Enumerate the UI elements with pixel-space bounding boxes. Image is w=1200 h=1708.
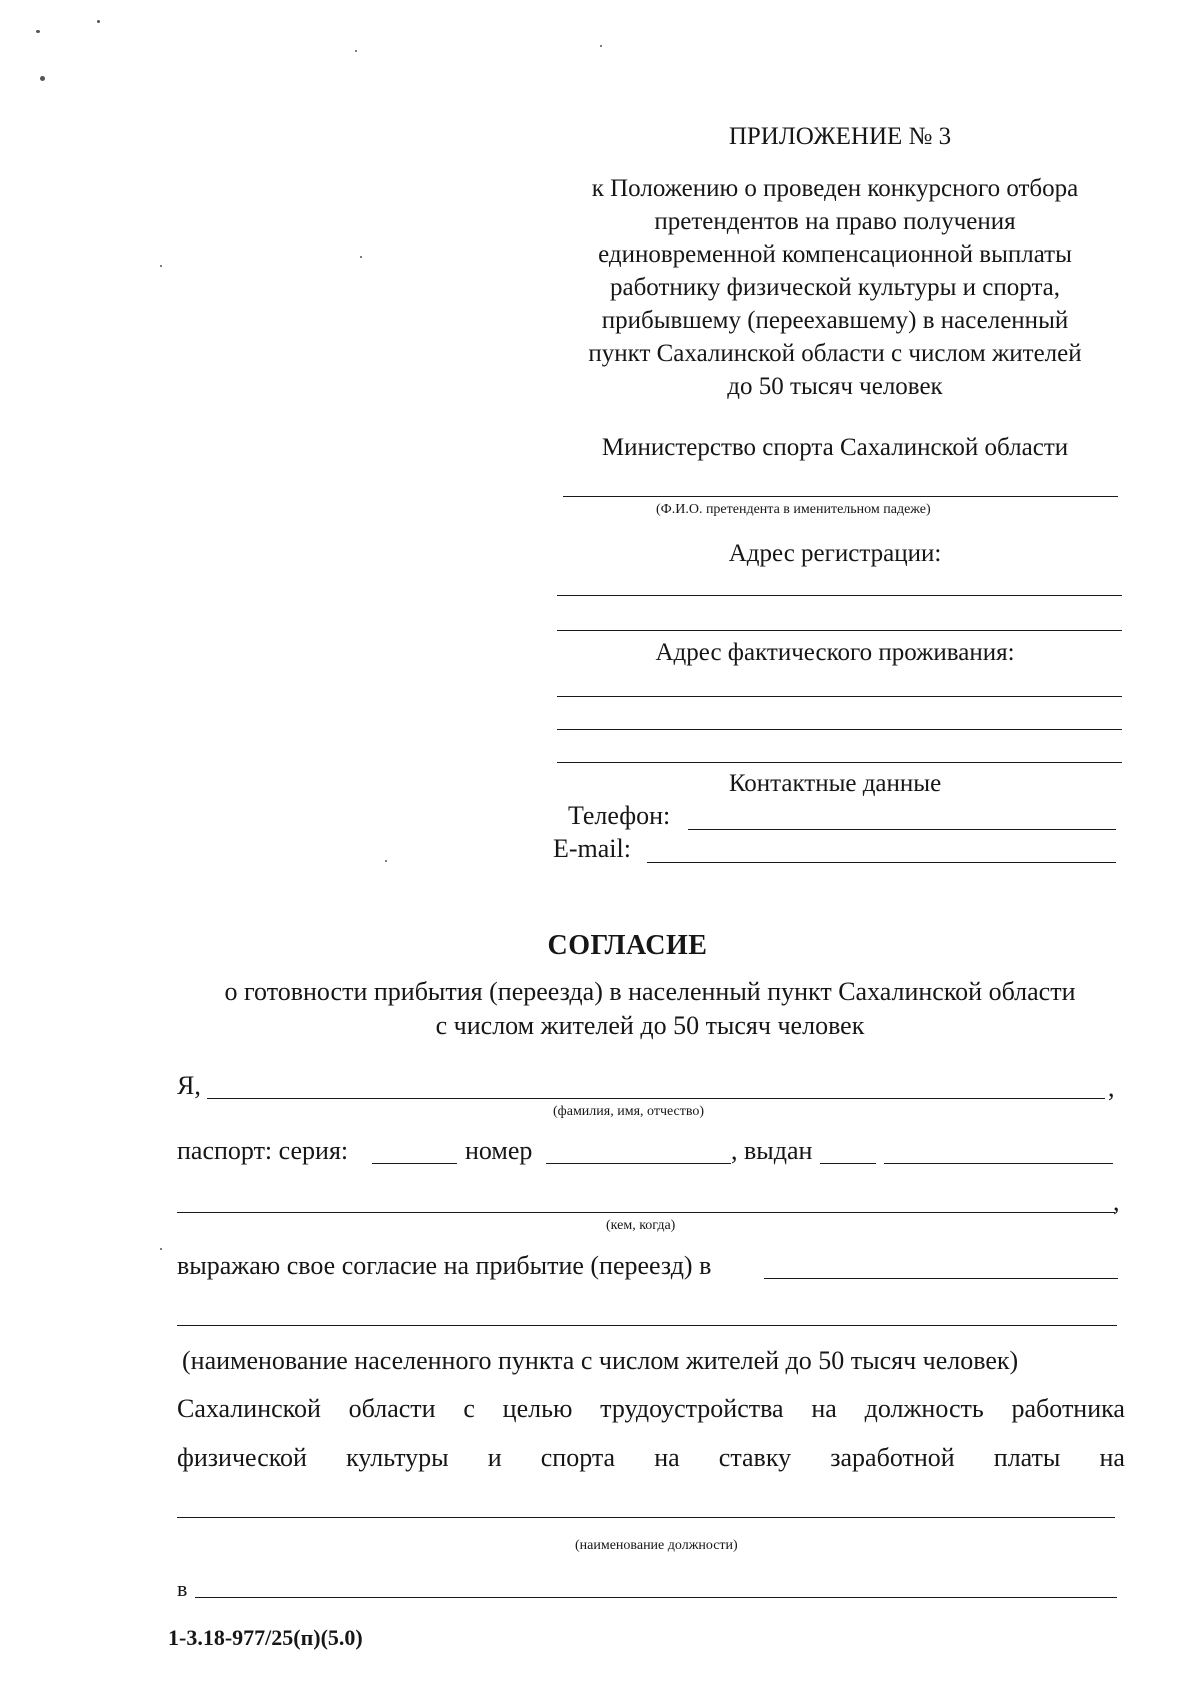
fio-caption: (фамилия, имя, отчество) — [553, 1104, 705, 1119]
fio-field[interactable] — [207, 1098, 1105, 1099]
body-word: спорта — [540, 1443, 616, 1472]
appendix-subtitle-line: претендентов на право получения — [654, 208, 1016, 235]
body-word: физической — [177, 1443, 307, 1472]
body-word: работника — [1011, 1394, 1125, 1423]
scan-speck — [600, 45, 602, 47]
appendix-subtitle-line: пункт Сахалинской области с числом жителей — [588, 340, 1082, 367]
appendix-title: ПРИЛОЖЕНИЕ № 3 — [728, 123, 952, 150]
registration-address-label: Адрес регистрации: — [728, 540, 942, 567]
scan-speck — [360, 256, 362, 258]
passport-series-label: паспорт: серия: — [177, 1136, 349, 1165]
issued-by-comma: , — [1113, 1187, 1120, 1216]
agree-text: выражаю свое согласие на прибытие (переезд) в — [177, 1251, 712, 1280]
phone-field[interactable] — [688, 829, 1116, 830]
applicant-fio-field[interactable] — [563, 496, 1118, 497]
position-caption: (наименование должности) — [575, 1538, 738, 1553]
registration-address-field-2[interactable] — [557, 630, 1122, 631]
scan-speck — [385, 860, 387, 862]
consent-title: СОГЛАСИЕ — [547, 930, 708, 961]
fio-comma: , — [1108, 1073, 1115, 1102]
body-word: целью — [502, 1394, 573, 1423]
settlement-field-2[interactable] — [177, 1325, 1117, 1326]
body-word: трудоустройства — [600, 1394, 784, 1423]
position-field[interactable] — [177, 1517, 1115, 1518]
scan-speck — [36, 30, 40, 33]
body-line-2 — [177, 1442, 1125, 1474]
appendix-subtitle-line: единовременной компенсационной выплаты — [598, 241, 1072, 268]
residence-address-field-3[interactable] — [557, 762, 1122, 763]
residence-address-field-2[interactable] — [557, 729, 1122, 730]
scan-speck — [40, 76, 45, 81]
scan-speck — [160, 265, 162, 267]
issued-by-caption: (кем, когда) — [606, 1218, 676, 1233]
settlement-caption: (наименование населенного пункта с числом жителей до 50 тысяч человек) — [182, 1346, 1019, 1375]
settlement-field-1[interactable] — [764, 1278, 1118, 1279]
in-field[interactable] — [195, 1597, 1117, 1598]
ministry-name: Министерство спорта Сахалинской области — [601, 434, 1069, 461]
email-label: E-mail: — [553, 834, 631, 863]
scan-speck — [160, 1248, 162, 1250]
i-label: Я, — [177, 1071, 201, 1100]
passport-issued-label: , выдан — [731, 1136, 813, 1165]
scan-speck — [355, 50, 357, 52]
body-word: должность — [864, 1394, 984, 1423]
appendix-subtitle-line: до 50 тысяч человек — [727, 373, 943, 400]
scan-speck — [97, 20, 100, 23]
document-code: 1-3.18-977/25(п)(5.0) — [168, 1625, 363, 1650]
email-field[interactable] — [647, 862, 1116, 863]
body-word: платы — [993, 1443, 1061, 1472]
consent-subtitle-line-2: с числом жителей до 50 тысяч человек — [435, 1011, 865, 1040]
body-word: на — [654, 1443, 680, 1472]
contacts-label: Контактные данные — [728, 770, 942, 797]
passport-number-label: номер — [465, 1136, 533, 1165]
body-word: и — [487, 1443, 502, 1472]
body-word: на — [1099, 1443, 1125, 1472]
body-line-1 — [177, 1393, 1125, 1425]
passport-series-field[interactable] — [372, 1163, 457, 1164]
body-word: культуры — [346, 1443, 449, 1472]
appendix-subtitle-line: к Положению о проведен конкурсного отбора — [591, 175, 1079, 202]
appendix-subtitle-line: работнику физической культуры и спорта, — [609, 274, 1061, 301]
passport-issued-field-short[interactable] — [820, 1163, 876, 1164]
applicant-fio-caption: (Ф.И.О. претендента в именительном падеже) — [656, 502, 931, 517]
passport-issued-field[interactable] — [884, 1163, 1113, 1164]
body-word: области — [348, 1394, 436, 1423]
consent-subtitle-line-1: о готовности прибытия (переезда) в населенный пункт Сахалинской области — [224, 977, 1076, 1006]
issued-by-field[interactable] — [177, 1212, 1115, 1213]
body-word: заработной — [830, 1443, 955, 1472]
residence-address-label: Адрес фактического проживания: — [655, 639, 1015, 666]
body-word: Сахалинской — [177, 1394, 321, 1423]
phone-label: Телефон: — [568, 801, 671, 830]
appendix-subtitle — [545, 172, 1125, 403]
body-word: с — [463, 1394, 475, 1423]
body-word: ставку — [718, 1443, 792, 1472]
residence-address-field-1[interactable] — [557, 696, 1122, 697]
body-word: на — [811, 1394, 837, 1423]
passport-number-field[interactable] — [546, 1163, 731, 1164]
in-label: в — [177, 1576, 188, 1601]
registration-address-field-1[interactable] — [557, 595, 1122, 596]
appendix-subtitle-line: прибывшему (переехавшему) в населенный — [601, 307, 1069, 334]
